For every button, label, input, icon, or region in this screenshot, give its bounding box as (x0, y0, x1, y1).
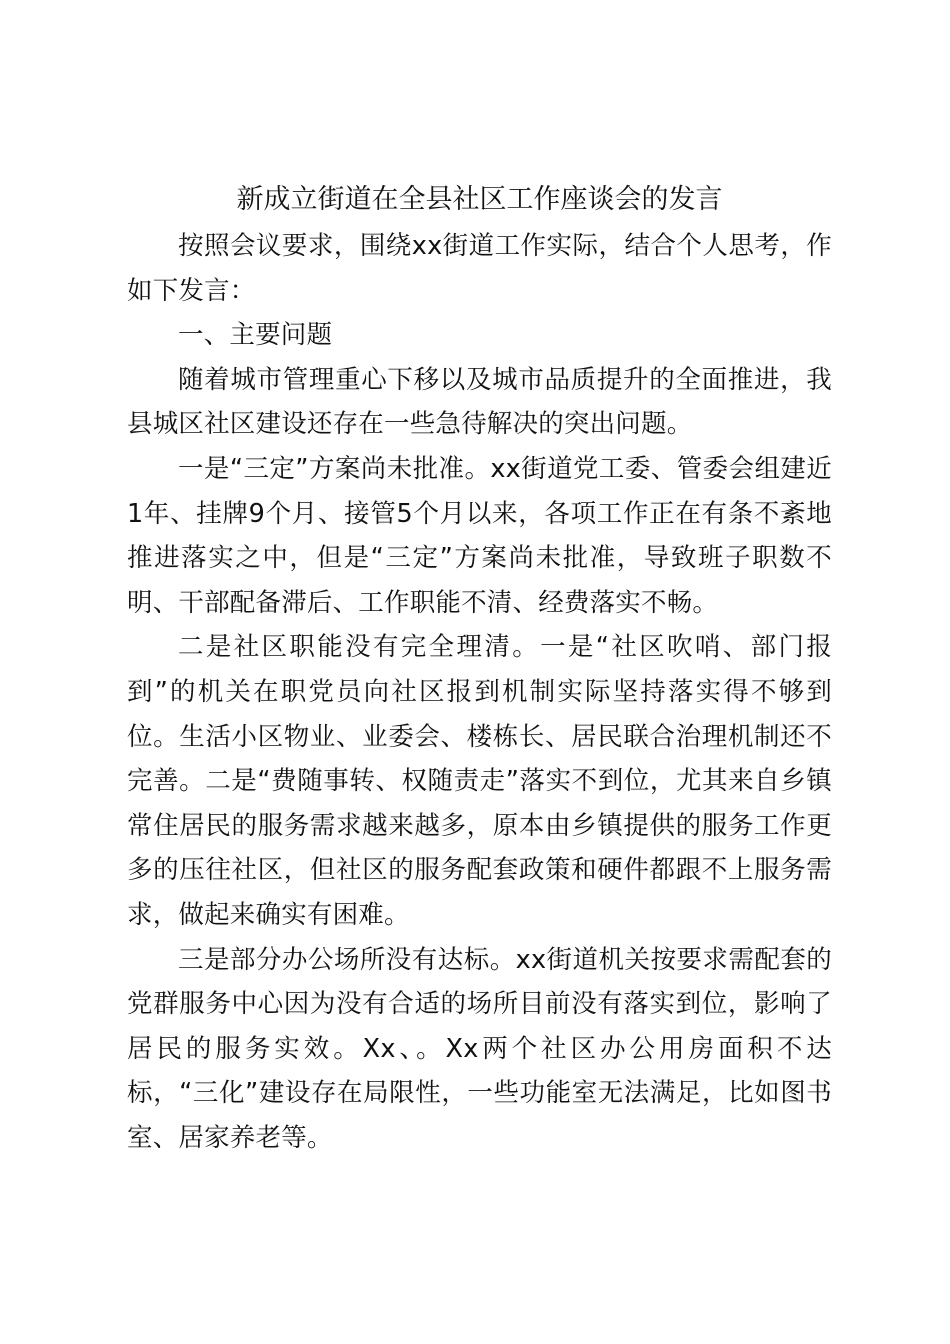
paragraph-issue-2: 二是社区职能没有完全理清。一是“社区吹哨、部门报到”的机关在职党员向社区报到机制实际坚持落实得不够到位。生活小区物业、业委会、楼栋长、居民联合治理机制还不完善。二是“费随事转、权随责走”落实不到位，尤其来自乡镇常住居民的服务需求越来越多，原本由乡镇提供的服务工作更多的压往社区，但社区的服务配套政策和硬件都跟不上服务需求，做起来确实有困难。 (127, 632, 832, 930)
paragraph-overview: 随着城市管理重心下移以及城市品质提升的全面推进，我县城区社区建设还存在一些急待解决的突出问题。 (127, 364, 832, 440)
document-title: 新成立街道在全县社区工作座谈会的发言 (236, 184, 723, 215)
document-body (127, 224, 832, 1160)
paragraph-issue-3: 三是部分办公场所没有达标。xx街道机关按要求需配套的党群服务中心因为没有合适的场所目前没有落实到位，影响了居民的服务实效。Xx、。Xx两个社区办公用房面积不达标，“三化”建设存在局限性，一些功能室无法满足，比如图书室、居家养老等。 (127, 944, 832, 1153)
paragraph-issue-1: 一是“三定”方案尚未批准。xx街道党工委、管委会组建近1年、挂牌9个月、接管5个月以来，各项工作正在有条不紊地推进落实之中，但是“三定”方案尚未批准，导致班子职数不明、干部配备滞后、工作职能不清、经费落实不畅。 (127, 453, 832, 618)
section-heading-main-issues: 一、主要问题 (178, 320, 333, 351)
paragraph-intro: 按照会议要求，围绕xx街道工作实际，结合个人思考，作如下发言： (127, 231, 832, 306)
